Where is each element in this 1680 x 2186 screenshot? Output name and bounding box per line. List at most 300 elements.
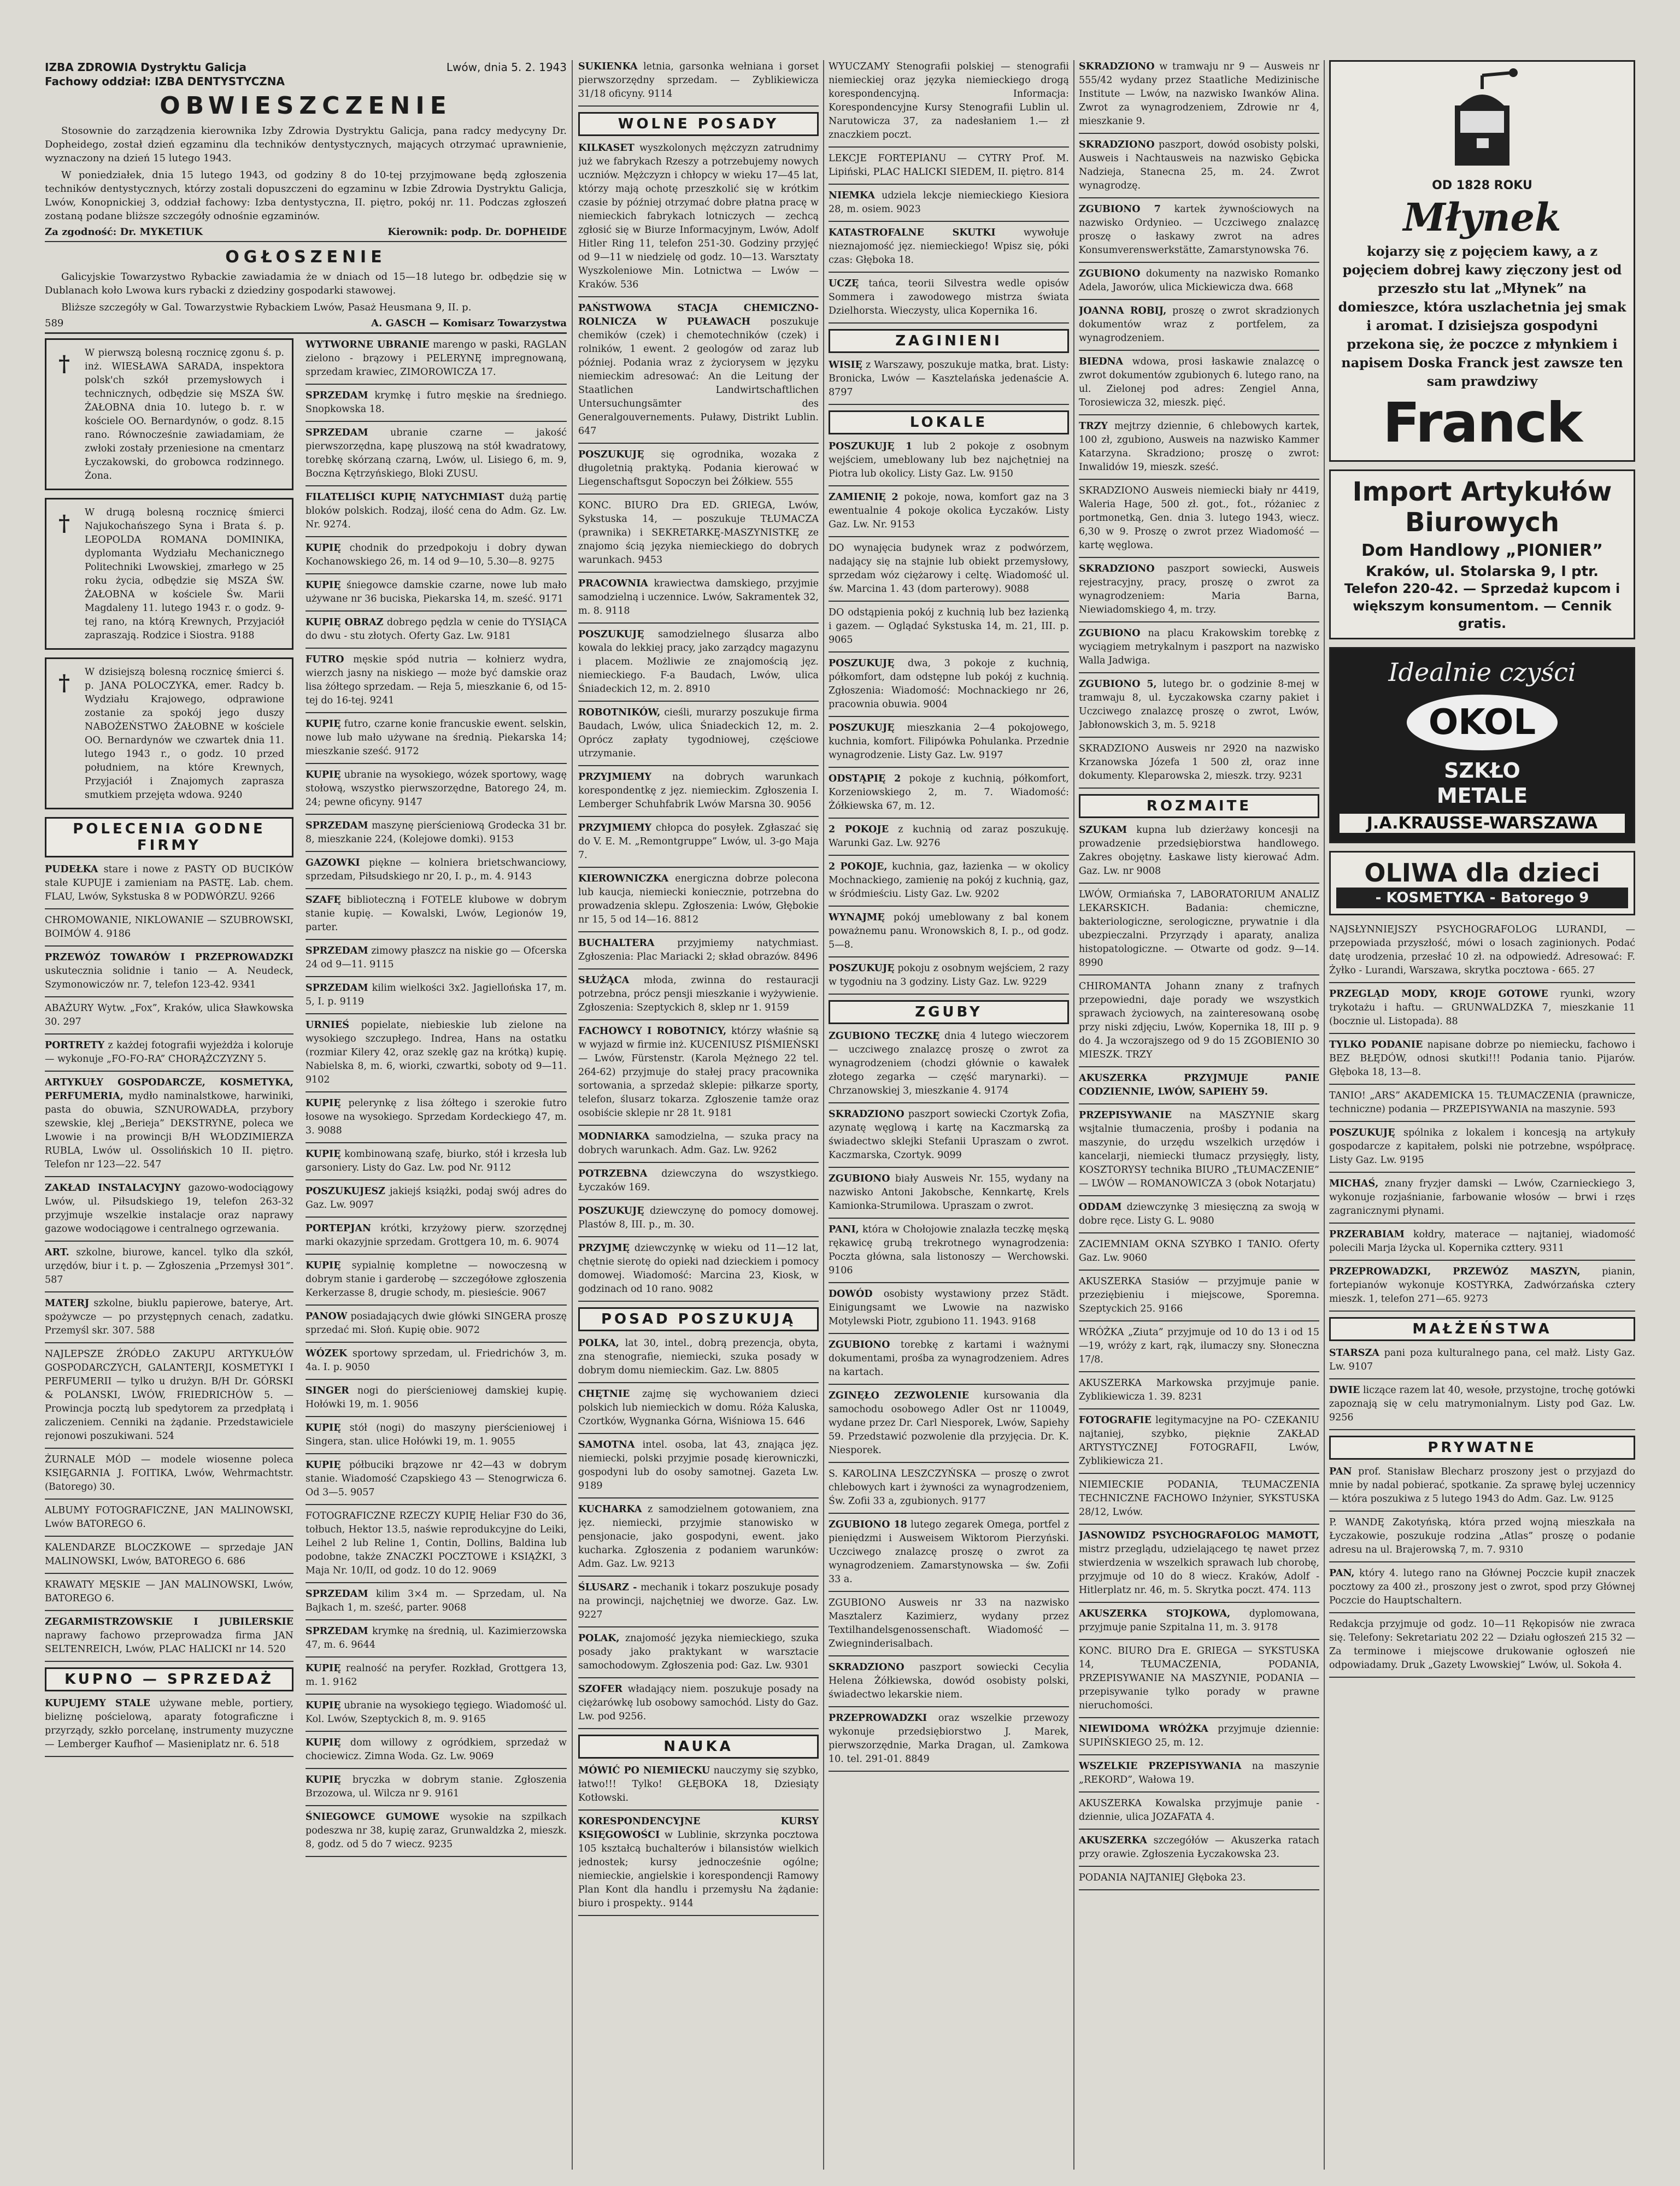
divider [829, 404, 1069, 405]
classified-ad: POSZUKUJĘ dziewczynę do pomocy domowej. Plastów 8, III. p., m. 30. [578, 1206, 819, 1230]
column-1-split [45, 338, 567, 1861]
section-header-lokale: LOKALE [829, 410, 1069, 434]
divider [829, 221, 1069, 222]
announcement-paragraph: Galicyjskie Towarzystwo Rybackie zawiadamia że w dniach od 15—18 lutego br. odbędzie się w Dublanach koło Lwowa kurs rybacki z dziedziny gospodarki stawowej. [45, 271, 567, 296]
classified-list [1329, 923, 1635, 1678]
classified-ad: ŻURNALE MÓD — modele wiosenne poleca KSIĘGARNIA J. FOITIKA, Lwów, Wehrmachtstr. (Batorego) 30. [45, 1454, 293, 1492]
classified-ad: ARTYKUŁY GOSPODARCZE, KOSMETYKA, PERFUMERIA, mydło naminalstkowe, harwiniki, pasta do obuwia, SZNUROWADŁA, przybory szewskie, klej „Berieja” DEKSTRYNE, poleca we Lwowie i na prowincji B/H WŁODZIMIERZA RUBLA, Lwów ul. Ossolińskich 10 II. piętro. Telefon nr 123—22. 547 [45, 1077, 293, 1170]
divider [306, 1656, 567, 1658]
classified-ad: ZGUBIONO 7 kartek żywnościowych na nazwisko Ordynieo. — Uczciwego znalazcę proszę o łaskawy zwrot na adres Konsumverenswerkstätte, Zamarstynowska 76. [1079, 204, 1319, 256]
divider [829, 994, 1069, 995]
divider [578, 968, 819, 969]
classified-ad: UCZĘ tańca, teorii Silvestra wedle opisów Sommera i zawodowego mistrza świata Dzielhorsta. Wieczysty, ulica Kopernika 16. [829, 278, 1069, 316]
classified-ad: CHROMOWANIE, NIKLOWANIE — SZUBROWSKI, BOIMÓW 4. 9186 [45, 915, 293, 939]
classified-ad: ZGUBIONO biały Ausweis Nr. 155, wydany na nazwisko Antoni Jakobsche, Kennkartę, Krels Kamionka-Strumilowa. Upraszam o zwrot. [829, 1173, 1069, 1212]
classified-ad: ABAŻURY Wytw. „Fox”, Kraków, ulica Sławkowska 30. 297 [45, 1003, 293, 1027]
divider [1079, 557, 1319, 558]
classified-ad: DWIE liczące razem lat 40, wesołe, przystojne, trochę gotówki zapoznają się w celu matrymonialnym. Listy pod Gaz. Lw. 9256 [1329, 1385, 1635, 1423]
divider [829, 1655, 1069, 1656]
signature-left: Za zgodność: Dr. MYKETIUK [45, 226, 203, 238]
divider [1079, 197, 1319, 198]
divider [1329, 1172, 1635, 1173]
column-4 [1079, 60, 1319, 2175]
classified-ad: KUPIĘ bryczka w dobrym stanie. Zgłoszenia Brzozowa, ul. Wilcza nr 9. 9161 [306, 1774, 567, 1799]
divider [1079, 883, 1319, 884]
notice-paragraph: W poniedziałek, dnia 15 lutego 1943, od godziny 8 do 10-tej przyjmowane będą zgłoszenia techników dentystycznych, którzy zostali dopuszczeni do egzaminu w Izbie Zdrowia Dystryktu Galicja, Lwów, Konopnickiej 3, oddział fachowy: Izba dentystyczna, II. piętro, pokój nr. 11. Podczas zgłoszeń zostaną podane bliższe szczegóły odnośnie egzaminów. [45, 169, 567, 222]
classified-ad: SZOFER władający niem. poszukuje posady na ciężarówkę lub osobowy samochód. Listy do Gaz. Lw. pod 9256. [578, 1684, 819, 1722]
classified-ad: KUPIĘ OBRAZ dobrego pędzla w cenie do TYSIĄCA do dwu - stu złotych. Oferty Gaz. Lw. 9181 [306, 617, 567, 642]
classified-ad: SKRADZIONO paszport sowiecki Czortyk Zofia, azynatę węglową i kartę na Kaczmarską za świadectwo sklejki Stefanii Upraszam o zwrot. Kaczmarska, Czortyk. 9099 [829, 1109, 1069, 1161]
divider [1329, 1677, 1635, 1678]
classified-ad: AKUSZERKA szczegółów — Akuszerka ratach przy orawie. Zgłoszenia Łyczakowska 23. [1079, 1835, 1319, 1860]
classified-ad: KUCHARKA z samodzielnem gotowaniem, zna jęz. niemiecki, przyjmie stanowisko w pensjonacie, jako gospodyni, ewent. jako kucharka. Zgłoszenia z podaniem warunków: Adm. Gaz. Lw. 9213 [578, 1504, 819, 1570]
ad-number: 589 [45, 318, 64, 329]
divider [45, 945, 293, 947]
divider [306, 1619, 567, 1620]
divider [829, 767, 1069, 768]
classified-ad: FOTOGRAFICZNE RZECZY KUPIĘ Heliar F30 do 36, tołbuch, Hektor 13.5, naświe reprodukcyjne do Leiki, Leihel 2 lub Reline 1, Contin, Dollins, Baldina lub podobne, także ZNACZKI POCZTOWE i KSIĄŻKI, 3 Maja Nr. 10/II, od godz. 10 do 12. 9069 [306, 1511, 567, 1576]
classified-ad: NIEMKA udziela lekcje niemieckiego Kiesiora 28, m. osiem. 9023 [829, 190, 1069, 215]
franck-logo: Franck [1383, 391, 1582, 455]
classified-ad: ZACIEMNIAM OKNA SZYBKO I TANIO. Oferty Gaz. Lw. 9060 [1079, 1239, 1319, 1264]
divider [1329, 1033, 1635, 1034]
classified-ad: DOWÓD osobisty wystawiony przez Städt. Einigungsamt we Lwowie na nazwisko Motylewski Piotr, zgubiono 11. 1943. 9168 [829, 1289, 1069, 1327]
divider [1079, 974, 1319, 976]
classified-ad: AKUSZERKA PRZYJMUJE PANIE CODZIENNIE, LWÓW, SAPIEHY 59. [1079, 1073, 1319, 1097]
classified-ad: MODNIARKA samodzielna, — szuka pracy na dobrych warunkach. Adm. Gaz. Lw. 9262 [578, 1131, 819, 1156]
classified-ad: POSZUKUJĘ dwa, 3 pokoje z kuchnią, półkomfort, dam odstępne lub pokój z kuchnią. Zgłoszenia: Wiadomość: Mochnackiego nr 26, pracownia obuwia. 9004 [829, 658, 1069, 710]
divider [306, 712, 567, 713]
divider [45, 241, 567, 242]
classified-ad: URNIEŚ popielate, niebieskie lub zielone na wysokiego szczupłego. Indrea, Hans na ostatku (rozmiar Kilery 42, oraz szeklę gaz na krótką) kupię. Nabielska 8, m. 6, wiorki, czwartki, soboty od 9—11. 9102 [306, 1020, 567, 1085]
classified-ad: AKUSZERKA Kowalska przyjmuje panie - dziennie, ulica JOZAFATA 4. [1079, 1798, 1319, 1823]
classified-ad: ZGUBIONO 18 lutego zegarek Omega, portfel z pieniędzmi i Ausweisem Wiktorom Pierzyński. Uczciwego znalazcę proszę o zwrot za wynagrodzeniem. Zamarstynowska — św. Zofii 33 a. [829, 1519, 1069, 1585]
divider [306, 939, 567, 940]
divider [306, 814, 567, 815]
classified-ad: KIEROWNICZKA energiczna dobrze polecona lub kaucja, niemiecki koniecznie, potrzebna do prowadzenia sklepu. Zgłoszenia: Lwów, Głębokie nr 15, 5 od 14—16. 8812 [578, 873, 819, 925]
classified-ad: POSZUKUJĘ spólnika z lokalem i koncesją na artykuły gospodarcze z kapitałem, polski nie potrzebne, współpracę. Listy Gaz. Lw. 9195 [1329, 1127, 1635, 1166]
divider [578, 1677, 819, 1678]
section-header-polecenia: POLECENIA GODNE FIRMY [45, 817, 293, 857]
classified-ad: PORTEPJAN krótki, krzyżowy pierw. szorzędnej marki okazyjnie sprzedam. Grottgera 10, m. 6. 9074 [306, 1223, 567, 1248]
classified-ad: POSZUKUJĘ pokoju z osobnym wejściem, 2 razy w tygodniu na 3 godziny. Listy Gaz. Lw. 9229 [829, 963, 1069, 988]
classified-ad: KUPIĘ dom willowy z ogródkiem, sprzedaż w chociewicz. Zimna Woda. Gz. Lw. 9069 [306, 1737, 567, 1762]
announcement-title: OGŁOSZENIE [225, 248, 386, 267]
classified-ad: WRÓŻKA „Ziuta” przyjmuje od 10 do 13 i od 15—19, wróży z kart, rąk, ilumaczy sny. Słoneczna 17/8. [1079, 1327, 1319, 1365]
notice-paragraph: Stosownie do zarządzenia kierownika Izby Zdrowia Dystryktu Galicja, pana radcy medycyny Dr. Dopheidego, został dzień egzaminu dla techników dentystycznych, mających otrzymać uprawnienie, wyznaczony na dzień 15 lutego 1943. [45, 125, 567, 164]
obituary [45, 338, 293, 490]
divider [306, 573, 567, 574]
classified-ad: POTRZEBNA dziewczyna do wszystkiego. Łyczaków 169. [578, 1168, 819, 1193]
divider [1079, 1639, 1319, 1640]
classified-ad: FILATELIŚCI KUPIĘ NATYCHMIAST dużą partię bloków polskich. Rodzaj, ilość cena do Adm. Gz. Lw. Nr. 9274. [306, 492, 567, 530]
divider [1079, 350, 1319, 351]
column-rule [572, 60, 573, 2170]
divider [1079, 1195, 1319, 1196]
divider [578, 296, 819, 297]
classified-ad: POSZUKUJĘ 1 lub 2 pokoje z osobnym wejściem, umeblowany lub bez najchętniej na Piotra lub okolicy. Listy Gaz. Lw. 9150 [829, 441, 1069, 479]
classified-ad: PANI, która w Chołojowie znalazła teczkę męską rękawicę grubą trekrotnego wynagrodzenia: Poczta główna, sala listonoszy — Werchowski. 9106 [829, 1224, 1069, 1276]
divider [306, 1582, 567, 1583]
classified-ad: KATASTROFALNE SKUTKI wywołuje nieznajomość jęz. niemieckiego! Wpisz się, póki czas: Głęboka 18. [829, 227, 1069, 266]
classified-ad: ART. szkolne, biurowe, kancel. tylko dla szkół, urzędów, biur i t. p. — Zgłoszenia „Przemysł 301”. 587 [45, 1247, 293, 1285]
divider [306, 851, 567, 852]
classified-ad: KUPIĘ półbuciki brązowe nr 42—43 w dobrym stanie. Wiadomość Czapskiego 43 — Stenogrwicza 6. Od 3—5. 9057 [306, 1460, 567, 1498]
dept-name: Fachowy oddział: IZBA DENTYSTYCZNA [45, 75, 285, 88]
divider [1329, 1561, 1635, 1562]
divider [1079, 1866, 1319, 1867]
divider [306, 1342, 567, 1343]
divider [45, 1536, 293, 1537]
classified-ad: ZGUBIONO 5, lutego br. o godzinie 8-mej w tramwaju 8, ul. Łyczakowska czarny pakiet i Uczciwego znalazcę proszę o zwrot, Lwów, Jabłonowskich 3, m. 5. 9218 [1079, 679, 1319, 731]
divider [1079, 1232, 1319, 1233]
divider [1329, 1084, 1635, 1085]
divider [578, 931, 819, 932]
classified-ad: STARSZA pani poza kulturalnego pana, cel małż. Listy Gaz. Lw. 9107 [1329, 1348, 1635, 1372]
classified-ad: WÓZEK sportowy sprzedam, ul. Friedrichów 3, m. 4a. I. p. 9050 [306, 1348, 567, 1373]
notice-header [45, 60, 567, 89]
divider [306, 421, 567, 422]
divider [45, 1756, 293, 1757]
classified-ad: ZEGARMISTRZOWSKIE I JUBILERSKIE naprawy fachowo przeprowadza firma JAN SELTENREICH, Lwów, PLAC HALICKI nr 14. 520 [45, 1617, 293, 1655]
divider [829, 184, 1069, 185]
divider [45, 1176, 293, 1177]
classified-ad: TYLKO PODANIE napisane dobrze po niemiecku, fachowo i BEZ BŁĘDÓW, odnosi skutki!!! Podania tanio. Pijarów. Głęboka 18, 13—8. [1329, 1039, 1635, 1078]
pionier-address: Kraków, ul. Stolarska 9, I ptr. [1365, 563, 1599, 580]
divider [1079, 262, 1319, 263]
divider [1079, 133, 1319, 134]
divider [306, 1254, 567, 1255]
divider [1329, 1511, 1635, 1512]
divider [578, 1162, 819, 1163]
divider [829, 1462, 1069, 1463]
section-header-malzenstwa: MAŁŻEŃSTWA [1329, 1317, 1635, 1341]
classified-list [306, 338, 567, 1861]
classified-ad: MICHAŚ, znany fryzjer damski — Lwów, Czarnieckiego 3, wykonuje rozjaśnianie, farbowanie włosów — brwi i rzęs zagranicznymi płynami. [1329, 1178, 1635, 1217]
cross-icon: † [58, 351, 70, 377]
classified-ad: KUPIĘ realność na peryfer. Rozkład, Grottgera 13, m. 1. 9162 [306, 1663, 567, 1688]
classified-ad: ODSTĄPIĘ 2 pokoje z kuchnią, półkomfort, Korzeniowskiego 2, m. 7. Wiadomość: Żółkiewska 67, m. 12. [829, 773, 1069, 812]
classified-ad: PODANIA NAJTANIEJ Głęboka 23. [1079, 1872, 1246, 1883]
oliwa-title: OLIWA dla dzieci [1364, 858, 1600, 888]
divider [829, 1591, 1069, 1592]
mlynek-text: kojarzy się z pojęciem kawy, a z pojęciem dobrej kawy zięczony jest od przeszło stu lat „Młynek” na domieszce, która uszlachetnia jej smak i aromat. I dzisiejsza gospodyni przekona się, że poczce z młynkiem i napisem Doska Franck jest zawsze ten sam prawdziwy [1338, 243, 1626, 389]
divider [1079, 737, 1319, 738]
classified-ad: WYUCZAMY Stenografii polskiej — stenografii niemieckiej oraz języka niemieckiego drogą korespondencyjną. Informacja: Korespondencyjne Kursy Stenografii Lublin ul. Narutowicza 37, za nadesłaniem 1.— zł znaczkiem poczt. [829, 61, 1069, 140]
obituary-text: W pierwszą bolesną rocznicę zgonu ś. p. inż. WIESŁAWA SARADA, inspektora polsk'ch szkół przemysłowych i technicznych, odbędzie się MSZA ŚW. ŻAŁOBNA dnia 10. lutego b. r. w kościele OO. Bernardynów, o godz. 8.15 rano. Równocześnie zawiadamiam, że zwłoki zostały przeniesione na cmentarz Łyczakowski, do grobowca rodzinnego. Żona. [85, 348, 284, 481]
divider [578, 1576, 819, 1577]
divider [306, 1217, 567, 1218]
classified-ad: NIEWIDOMA WRÓŻKA przyjmuje dziennie: SUPIŃSKIEGO 25, m. 12. [1079, 1724, 1319, 1748]
classified-ad: Redakcja przyjmuje od godz. 10—11 Rękopisów nie zwraca się. Telefony: Sekretariatu 202 22 — Działu ogłoszeń 215 32 — Za terminowe i miejscowe drukowanie ogłoszeń nie odpowiadamy. Druk „Gazety Lwowskiej” Lwów, ul. Sokoła 4. [1329, 1619, 1635, 1671]
divider [45, 332, 567, 334]
divider [829, 818, 1069, 819]
divider [829, 1102, 1069, 1103]
classified-ad: GAZOWKI piękne — kolniera brietschwanciowy, sprzedam, Piłsudskiego nr 20, I. p., m. 4. 9143 [306, 857, 567, 882]
divider [829, 1706, 1069, 1707]
divider [1329, 1223, 1635, 1224]
classified-ad: PRZERABIAM kołdry, materace — najtaniej, wiadomość polecili Marja Iżycka ul. Kopernika czttery. 9311 [1329, 1229, 1635, 1254]
classified-ad: PRZEPROWADZKI, PRZEWÓZ MASZYN, pianin, fortepianów wykonuje KOSTYRKA, Zadwórzańska cztery mieszk. 1, telefon 271—65. 9273 [1329, 1266, 1635, 1304]
classified-ad: KRAWATY MĘSKIE — JAN MALINOWSKI, Lwów, BATOREGO 6. [45, 1579, 293, 1604]
okol-ad [1329, 647, 1635, 843]
classified-ad: POSZUKUJĘ samodzielnego ślusarza albo kowala do lekkiej pracy, jako zarządcy magazynu i placem. Możliwie ze znajomością jęz. niemieckiego. F-a Baudach, Lwów, ulica Śniadeckich 12, m. 2. 8910 [578, 629, 819, 695]
place-date: Lwów, dnia 5. 2. 1943 [446, 61, 567, 74]
divider [1079, 1754, 1319, 1755]
divider [1079, 414, 1319, 415]
classified-ad: POSZUKUJĘ mieszkania 2—4 pokojowego, kuchnia, komfort. Filipówka Pohulanka. Przednie wynagrodzenie. Listy Gaz. Lw. 9197 [829, 722, 1069, 761]
classified-ad: 2 POKOJE z kuchnią od zaraz poszukuję. Warunki Gaz. Lw. 9276 [829, 824, 1069, 849]
classified-ad: SKRADZIONO Ausweis nr 2920 na nazwisko Krzanowska Józefa 1 500 zł, oraz inne dokumenty. Kleparowska 2, mieszk. trzy. 9231 [1079, 743, 1319, 781]
classified-ad: SŁUŻĄCA młoda, zwinna do restauracji potrzebna, prócz pensji mieszkanie i wyżywienie. Zgłoszenia: Szeptyckich 8, sklep nr 1. 9159 [578, 975, 819, 1013]
divider [578, 622, 819, 624]
divider [306, 1091, 567, 1092]
divider [306, 1453, 567, 1454]
divider [1079, 1473, 1319, 1474]
column-rule [823, 60, 824, 2170]
classified-ad: CHIROMANTA Johann znany z trafnych przepowiedni, daje porady we wszystkich sprawach życiowych, na zainteresowaną osobę przy niski zdjęciu, Lwów, Kopernika 18, III p. 9 do 4. Ja wczorajszego od 9 do 15 ZGOBIENIO 30 MIESZK. TRZY [1079, 981, 1319, 1060]
divider [829, 536, 1069, 537]
divider [45, 996, 293, 997]
column-3 [829, 60, 1069, 2175]
divider [306, 1805, 567, 1806]
divider [1079, 1829, 1319, 1830]
divider [829, 1333, 1069, 1334]
classified-ad: PRZEPROWADZKI oraz wszelkie przewozy wykonuje przedsiębiorstwo J. Marek, pierwszorzędnie, Marka Dragan, ul. Zamkowa 10. tel. 291-01. 8849 [829, 1713, 1069, 1765]
divider [1079, 672, 1319, 673]
divider [1329, 1612, 1635, 1613]
divider [578, 1019, 819, 1020]
classified-ad: POSZUKUJESZ jakiejś książki, podaj swój adres do Gaz. Lw. 9097 [306, 1186, 567, 1210]
divider [578, 1728, 819, 1729]
obituary [45, 498, 293, 650]
divider [1079, 788, 1319, 789]
classified-ad: PRZYJMĘ dziewczynkę w wieku od 11—12 lat, chętnie sierotę do opieki nad dzieckiem i pomocy domowej. Wiadomość: Marcina 23, Kiosk, w godzinach od 10 rano. 9082 [578, 1243, 819, 1295]
classified-ad: KUPIĘ śniegowce damskie czarne, nowe lub mało używane nr 36 buciska, Piekarska 14, m. sześć. 9171 [306, 580, 567, 604]
divider [829, 1513, 1069, 1514]
divider [829, 716, 1069, 717]
classified-ad: LEKCJE FORTEPIANU — CYTRY Prof. M. Lipiński, PLAC HALICKI SIEDEM, II. piętro. 814 [829, 153, 1069, 178]
classified-ad: KUPIĘ chodnik do przedpokoju i dobry dywan Kochanowskiego 26, m. 14 od 9—10, 5.30—8. 9275 [306, 543, 567, 567]
divider [1079, 1791, 1319, 1793]
classified-ad: KALENDARZE BLOCZKOWE — sprzedaje JAN MALINOWSKI, Lwów, BATOREGO 6. 686 [45, 1542, 293, 1567]
divider [45, 1033, 293, 1035]
divider [829, 272, 1069, 273]
pionier-ad [1329, 469, 1635, 639]
divider [578, 816, 819, 817]
classified-ad: KUPIĘ sypialnię kompletne — nowoczesną w dobrym stanie i garderobę — szczegółowe zgłoszenia Kerkerzasse 8, drugie schody, m. piesieście. 9067 [306, 1260, 567, 1298]
divider [306, 648, 567, 649]
divider [306, 536, 567, 537]
divider [306, 763, 567, 764]
divider [578, 1433, 819, 1434]
section-header-prywatne: PRYWATNE [1329, 1436, 1635, 1460]
classified-ad: KONC. BIURO Dra ED. GRIEGA, Lwów, Sykstuska 14, — poszukuje TŁUMACZA (prawnika) i SEKRETARKĘ-MASZYNISTKĘ ze znajomo ścią języka niemieckiego do dobrych warunkach. 9453 [578, 500, 819, 566]
divider [1329, 1260, 1635, 1261]
section-header-rozmaite: ROZMAITE [1079, 794, 1319, 818]
obituary-text: W dzisiejszą bolesną rocznicę śmierci ś. p. JANA POLOCZYKA, emer. Radcy b. Wydziału Krajowego, odprawione zostanie za spokój jego duszy NABOŻEŃSTWO ŻAŁOBNE w kościele OO. Bernardynów we czwartek dnia 11. lutego 1943 r., o godz. 10 przed południem, na które Krewnych, Przyjaciół i Znajomych zaprasza smutkiem przejęta wdowa. 9240 [85, 667, 284, 801]
signature-right: Kierownik: podp. Dr. DOPHEIDE [387, 226, 567, 238]
classified-ad: SPRZEDAM krymkę i futro męskie na średniego. Snopkowska 18. [306, 390, 567, 415]
divider [1079, 1320, 1319, 1321]
classified-ad: S. KAROLINA LESZCZYŃSKA — proszę o zwrot chlebowych kart i żywności za wynagrodzeniem, Św. Zofii 33 a, zgubionych. 9177 [829, 1468, 1069, 1507]
divider [45, 1661, 293, 1662]
classified-ad: ZGUBIONO TECZKĘ dnia 4 lutego wieczorem — uczciwego znalazcę proszę o zwrot za wynagrodzeniem (chodzi głównie o kawałek złotego zegarka — część marynarki). — Chrzanowskiej 3, mieszkanie 4. 9174 [829, 1031, 1069, 1096]
announcement-signature [45, 318, 567, 329]
divider [578, 701, 819, 702]
divider [306, 1504, 567, 1505]
classified-ad: KUPIĘ kombinowaną szafę, biurko, stół i krzesła lub garsoniery. Listy do Gaz. Lw. pod Nr. 9112 [306, 1149, 567, 1173]
divider [306, 1416, 567, 1417]
pionier-title: Import Artykułów Biurowych [1352, 477, 1612, 538]
classified-ad: FACHOWCY I ROBOTNICY, którzy właśnie są w wyjazd w firmie inż. KUCENIUSZ PIŚMIEŃSKI — Lwów, Fürstenstr. (Karola Mężnego 22 tel. 264-62) przyjmuje do stałej pracy pracownika sortowania, a sprzedaż sklepie: piłkarze sporty, telefon, ślusarz tokarza. Zgłoszenie tamże oraz osobiście sklepie nr 28 1t. 9181 [578, 1026, 819, 1119]
classified-ad: KUPIĘ ubranie na wysokiego tęgiego. Wiadomość ul. Kol. Lwów, Szeptyckich 8, m. 9. 9165 [306, 1700, 567, 1725]
krausse-label: J.A.KRAUSSE-WARSZAWA [1340, 814, 1625, 833]
divider [1079, 1602, 1319, 1603]
classified-ad: SZAFĘ biblioteczną i FOTELE klubowe w dobrym stanie kupię. — Kowalski, Lwów, Legionów 19, parter. [306, 895, 567, 933]
divider [829, 651, 1069, 653]
divider [578, 1382, 819, 1383]
column-rule [1073, 60, 1074, 2170]
classified-ad: SINGER nogi do pierścieniowej damskiej kupię. Hołówki 19, m. 1. 9056 [306, 1385, 567, 1410]
classified-list [45, 1697, 293, 1757]
divider [1079, 299, 1319, 300]
classified-ad: FOTOGRAFIE legitymacyjne na PO- CZEKANIU najtaniej, szybko, pięknie ZAKŁAD ARTYSTYCZNEJ FOTOGRAFII, Lwów, Zyblikiewicza 21. [1079, 1415, 1319, 1467]
classified-ad: TRZY mejtrzy dziennie, 6 chlebowych kartek, 100 zł, zgubiono, Ausweis na nazwisko Kammer Katarzyna. Skradziono; proszę o zwrot: Inwalidów 19, mieszk. sześć. [1079, 421, 1319, 473]
classified-ad: ZGINĘŁO ZEZWOLENIE kursowania dla samochodu osobowego Adler Ost nr 110049, wydane przez Dr. Carl Niesporek, Lwów, Sapiehy 59. Przedstawić pozwolenie dla przyjęcia. Dr. K. Niesporek. [829, 1390, 1069, 1456]
divider [306, 610, 567, 612]
divider [306, 1013, 567, 1014]
section-header-kupno: KUPNO — SPRZEDAŻ [45, 1667, 293, 1691]
divider [45, 1499, 293, 1500]
classified-ad: SPRZEDAM maszynę pierścieniową Grodecka 31 br. 8, mieszkanie 224, (Kolejowe domki). 9153 [306, 820, 567, 845]
column-2 [578, 60, 819, 2175]
divider [578, 572, 819, 573]
section-header-wolne: WOLNE POSADY [578, 112, 819, 136]
section-header-nauka: NAUKA [578, 1735, 819, 1759]
okol-metal: METALE [1436, 784, 1528, 808]
classified-ad: PRZEPISYWANIE na MASZYNIE skarg wsjtalnie tłumaczenia, prośby i podania na maszynie, do urzędu wszelkich urzędów i kancelarji, niemiecki tłumacz przysięgły, listy, KOSZTORYSY technika BIURO „TŁUMACZENIE” — LWÓW — ROMANOWICZA 3 (obok Notarjatu) [1079, 1110, 1319, 1189]
classified-ad: PRZYJMIEMY na dobrych warunkach korespondentkę z jęz. niemieckim. Zgłoszenia I. Lemberger Schuhfabrik Lwów Marsna 30. 9056 [578, 772, 819, 810]
divider [578, 1809, 819, 1811]
classified-ad: WSZELKIE PRZEPISYWANIA na maszynie „REKORD”, Wałowa 19. [1079, 1761, 1319, 1785]
divider [45, 1241, 293, 1242]
divider [306, 485, 567, 486]
classified-ad: PANOW posiadających dwie główki SINGERA proszę sprzedać mi. Słoń. Kupię obie. 9072 [306, 1311, 567, 1336]
divider [1079, 479, 1319, 480]
classified-ad: KUPIĘ futro, czarne konie francuskie ewent. selskin, nowe lub mało używane na średnią. Piekarska 14; mieszkanie sześć. 9172 [306, 719, 567, 757]
classified-ad: CHĘTNIE zajmę się wychowaniem dzieci polskich lub niemieckich w domu. Róża Kaluska, Czortków, Wygnanka Górna, Wiśniowa 15. 646 [578, 1389, 819, 1427]
divider [306, 1379, 567, 1380]
classified-ad: JOANNA ROBIJ, proszę o zwrot skradzionych dokumentów wraz z portfelem, za wynagrodzeniem. [1079, 305, 1319, 344]
announcement-paragraph: Bliższe szczegóły w Gal. Towarzystwie Rybackiem Lwów, Pasaż Heusmana 9, II. p. [61, 302, 472, 313]
divider [45, 1291, 293, 1292]
classified-ad: SKRADZIONO paszport sowiecki Cecylia Helena Żółkiewska, dowód osobisty polski, świadectwo lekarskie niem. [829, 1662, 1069, 1700]
divider [1079, 1524, 1319, 1525]
divider [45, 1610, 293, 1611]
classified-ad: FUTRO męskie spód nutria — kołnierz wydra, wierzch jasny na niskiego — może być damskie oraz lisa żółtego sprzedam. — Reja 5, mieszkanie 6, od 15-tej do 16-tej. 9241 [306, 654, 567, 706]
classified-ad: PORTRETY z każdej fotografii wyjeżdża i koloruje — wykonuje „FO-FO-RA” CHORĄŻCZYZNY 5. [45, 1040, 293, 1065]
classified-ad: DO odstąpienia pokój z kuchnią lub bez łazienką i gazem. — Oglądać Sykstuska 14, m. 21, III. p. 9065 [829, 607, 1069, 645]
obituary-text: W drugą bolesną rocznicę śmierci Najukochańszego Syna i Brata ś. p. LEOPOLDA ROMANA DOMINIKA, dyplomanta Wydziału Mechanicznego Politechniki Lwowskiej, zmarłego w 25 roku życia, odbędzie się MSZA ŚW. ŻAŁOBNA w kościele Św. Marii Magdaleny 11. lutego 1943 r. o godz. 9-tej rano, na którą Krewnych, Przyjaciół zapraszają. Rodzice i Siostra. 9188 [85, 507, 284, 641]
notice-signatures [45, 226, 567, 238]
divider [829, 1384, 1069, 1385]
mlynek-logo: Młynek [1403, 195, 1561, 240]
divider [578, 1236, 819, 1237]
classified-ad: SUKIENKA letnia, garsonka wełniana i gorset pierwszorzędny sprzedam. — Zyblikiewicza 31/18 oficyny. 9114 [578, 61, 819, 99]
classified-ad: PRZEGLĄD MODY, KROJE GOTOWE ryunki, wzory trykotażu i haftu. — GRUNWALDZKA 7, mieszkanie 11 (bocznie ul. Listopada). 88 [1329, 989, 1635, 1027]
divider [578, 1301, 819, 1302]
divider [1079, 1066, 1319, 1067]
divider [1079, 621, 1319, 622]
classified-ad: SPRZEDAM krymkę na średnią, ul. Kazimierzowska 47, m. 6. 9644 [306, 1626, 567, 1650]
classified-ad: POSZUKUJĘ się ogrodnika, wozaka z długoletnią praktyką. Podania kierować w Liegenschaftsgut Sopoczyn bei Żółkiew. 555 [578, 449, 819, 487]
classified-ad: SKRADZIONO paszport sowiecki, Ausweis rejestracyjny, pracy, proszę o zwrot za wynagrodzeniem: Maria Barna, Niewiadomskiego 4, m. trzy. [1079, 563, 1319, 615]
okol-slogan: Idealnie czyści [1388, 657, 1576, 687]
divider [829, 1282, 1069, 1283]
divider [306, 888, 567, 889]
divider [1079, 1889, 1319, 1890]
section-header-posad: POSAD POSZUKUJĄ [578, 1307, 819, 1331]
divider [306, 1142, 567, 1143]
classified-ad: KILKASET wyszkolonych mężczyzn zatrudnimy już we fabrykach Rzeszy a potrzebujemy nowych uczniów. Mężczyzn i chłopcy w wieku 17—45 lat, którzy mają ochotę przeszkolić się w krótkim czasie by później otrzymać dobre płatna pracę w niemieckich fabrykach lotniczych — zechcą zgłosić się w Biurze Informacyjnym, Lwów, Adolf Hitler Ring 11, telefon 251-30. Godziny przyjęć od 9—11 w niedzielę od godz. 10—13. Warsztaty Wyszkoleniowe Min. Lotnictwa — Lwów — Kraków. 536 [578, 143, 819, 290]
column-5 [1329, 60, 1635, 2175]
okol-logo: OKOL [1407, 695, 1558, 750]
classified-ad: ZGUBIONO torebkę z kartami i ważnymi dokumentami, prośba za wynagrodzeniem. Adres na kartach. [829, 1339, 1069, 1378]
classified-ad: PAŃSTWOWA STACJA CHEMICZNO-ROLNICZA W PUŁAWACH poszukuje chemików (czek) i chemotechników (czek) i rolników, 1 ewent. 2 geologów od zaraz lub później. Podania wraz z życiorysem w języku niemieckim adresować: An die Leitung der Staatlichen Landwirtschaftlichen Untersuchungsämter des Generalgouvernements. Puławy, Distrikt Lublin. 647 [578, 303, 819, 437]
divider [829, 1771, 1069, 1772]
classified-ad: AKUSZERKA STOJKOWA, dyplomowana, przyjmuje panie Szpitalna 11, m. 3. 9178 [1079, 1608, 1319, 1633]
classified-ad: ZGUBIONO dokumenty na nazwisko Romanko Adela, Jaworów, ulica Mickiewicza dwa. 668 [1079, 268, 1319, 293]
notice-title: OBWIESZCZENIE [160, 92, 452, 120]
classified-ad: KUPIĘ pelerynkę z lisa żółtego i szerokie futro łosowe na wysokiego. Sprzedam Kordeckiego 47, m. 3. 9088 [306, 1098, 567, 1136]
mlynek-franck-ad [1329, 60, 1635, 462]
org-name: IZBA ZDROWIA Dystryktu Galicja [45, 61, 246, 74]
classified-ad: BUCHALTERA przyjmiemy natychmiast. Zgłoszenia: Plac Mariacki 2; skład obrazów. 8496 [578, 938, 819, 962]
classified-ad: SKRADZIONO paszport, dowód osobisty polski, Ausweis i Nachtausweis na nazwisko Gębicka Nadzieja, Stanecna 25, m. 24. Zwrot wynagrodzę. [1079, 139, 1319, 191]
divider [578, 1125, 819, 1126]
section-header-zguby: ZGUBY [829, 1000, 1069, 1024]
divider [829, 485, 1069, 486]
divider [578, 1626, 819, 1627]
classified-ad: SPRZEDAM kilim 3×4 m. — Sprzedam, ul. Na Bajkach 1, m. sześć, parter. 9068 [306, 1589, 567, 1613]
classified-ad: AKUSZERKA Stasiów — przyjmuje panie w przeziębieniu i miejscowe, Sporemna. Szeptyckich 25. 9166 [1079, 1276, 1319, 1314]
divider [45, 908, 293, 909]
cross-icon: † [58, 670, 70, 696]
pionier-phone: Telefon 220-42. — Sprzedaż kupcom i większym konsumentom. — Cennik gratis. [1344, 581, 1620, 631]
classified-ad: SPRZEDAM kilim wielkości 3x2. Jagiellońska 17, m. 5, I. p. 9119 [306, 983, 567, 1007]
classified-ad: ODDAM dziewczynkę 3 miesięczną za swoją w dobre ręce. Listy G. L. 9080 [1079, 1202, 1319, 1226]
divider [829, 906, 1069, 907]
classified-ad: DO wynajęcia budynek wraz z podwórzem, nadający się na stajnie lub obiekt przemysłowy, sprzedam wóz ciężarowy i celtę. Wiadomość ul. św. Marcina 1. 43 (dom parterowy). 9088 [829, 543, 1069, 595]
obituary [45, 657, 293, 809]
classified-ad: POLAK, znajomość języka niemieckiego, szuka posady jako praktykant w warsztacie samochodowym. Zgłoszenia pod: Gaz. Lw. 9301 [578, 1633, 819, 1671]
column-1-left [45, 338, 293, 1861]
divider [578, 1199, 819, 1200]
section-header-zaginieni: ZAGINIENI [829, 329, 1069, 353]
divider [306, 1179, 567, 1180]
divider [45, 1573, 293, 1574]
classified-ad: KUPUJEMY STALE używane meble, portiery, bieliznę pościelową, aparaty fotograficzne i przyrządy, szkło porcelanę, instrumenty muzyczne — Lemberger Kaufhof — Masieniplatz nr. 6. 518 [45, 1698, 293, 1750]
cross-icon: † [58, 510, 70, 536]
since-label: OD 1828 ROKU [1432, 179, 1532, 192]
classified-ad: NIEMIECKIE PODANIA, TŁUMACZENIA TECHNICZNE FACHOWO Inżynier, SYKSTUSKA 28/12, Lwów. [1079, 1479, 1319, 1518]
divider [578, 443, 819, 444]
divider [306, 384, 567, 385]
divider [306, 1768, 567, 1769]
divider [1329, 1121, 1635, 1122]
divider [829, 601, 1069, 602]
